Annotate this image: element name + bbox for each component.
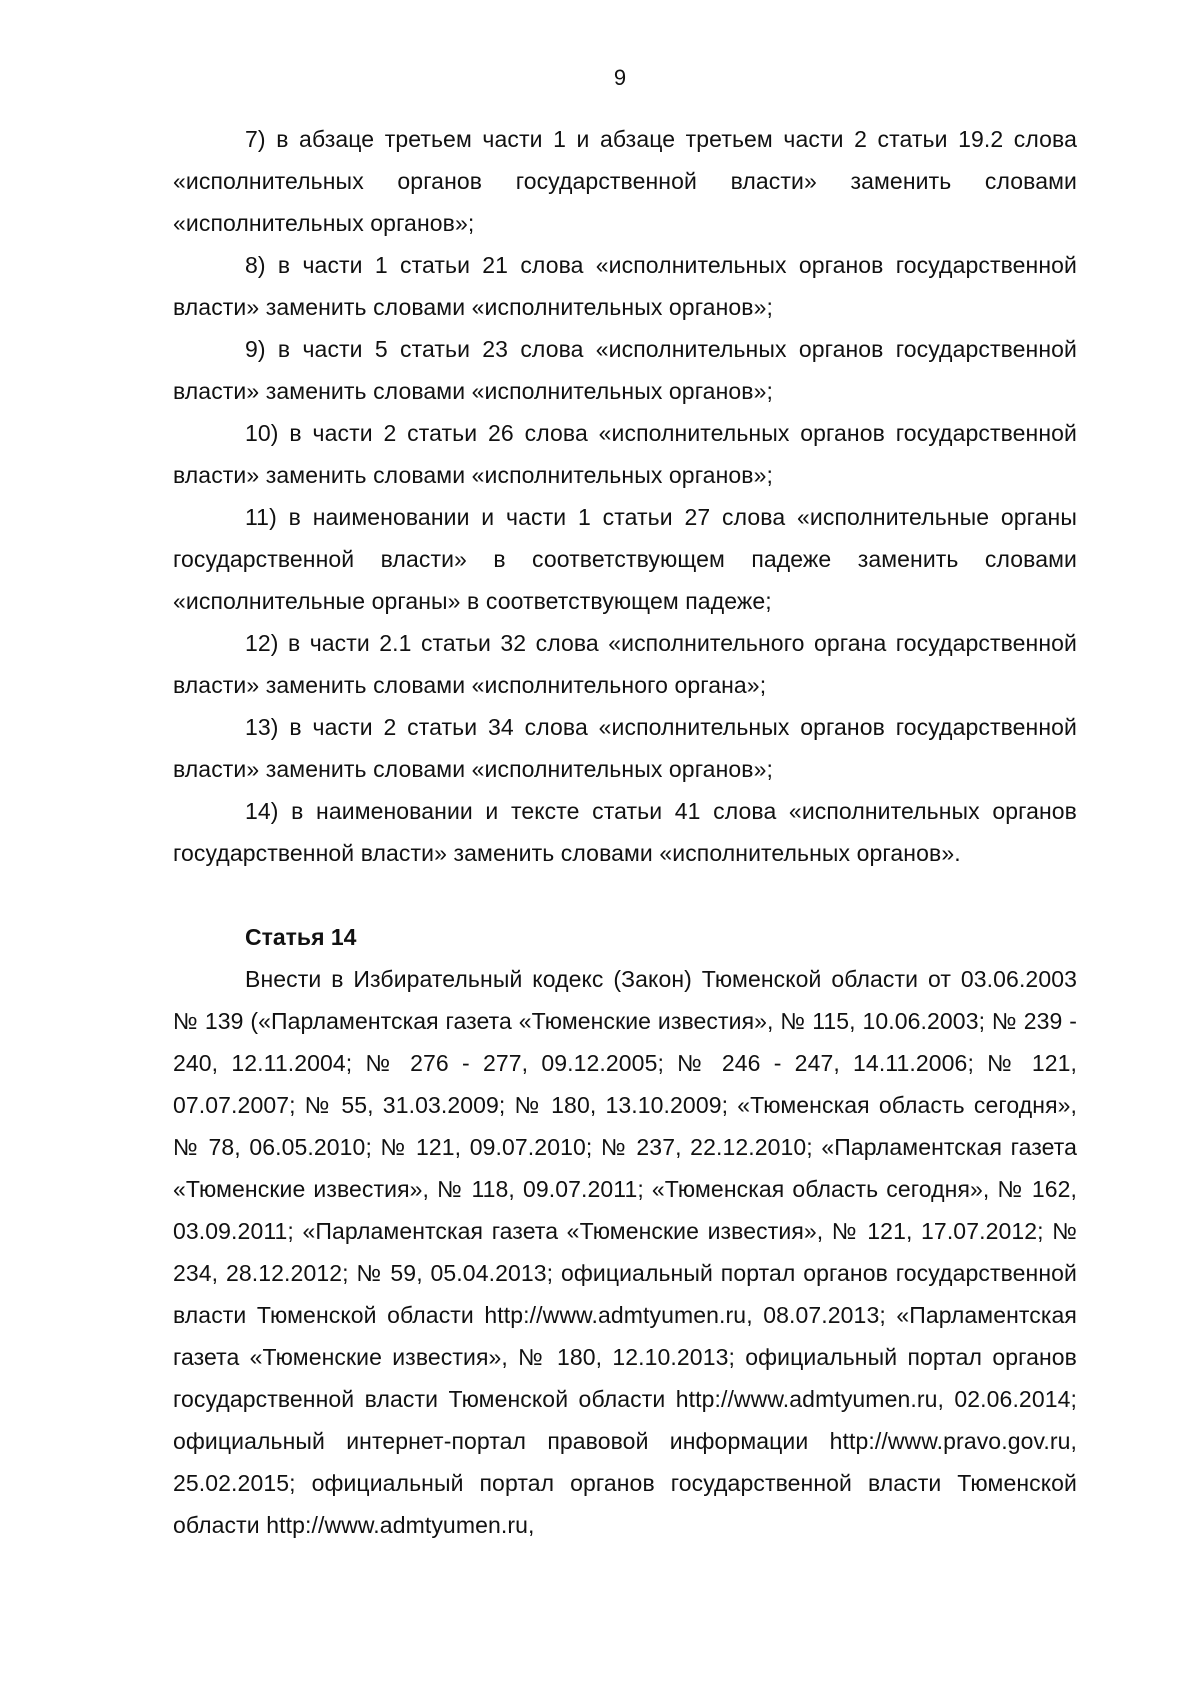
document-body bbox=[173, 118, 1077, 1546]
amendment-item-11: 11) в наименовании и части 1 статьи 27 слова «исполнительные органы государственной власти» в соответствующем падеже заменить словами «исполнительные органы» в соответствующем падеже; bbox=[173, 504, 1077, 614]
amendment-item-10: 10) в части 2 статьи 26 слова «исполнительных органов государственной власти» заменить словами «исполнительных органов»; bbox=[173, 420, 1077, 488]
amendment-item-8: 8) в части 1 статьи 21 слова «исполнительных органов государственной власти» заменить словами «исполнительных органов»; bbox=[173, 252, 1077, 320]
page-number: 9 bbox=[613, 65, 627, 90]
amendment-item-13: 13) в части 2 статьи 34 слова «исполнительных органов государственной власти» заменить словами «исполнительных органов»; bbox=[173, 714, 1077, 782]
article-heading: Статья 14 bbox=[245, 924, 357, 950]
article-text: Внести в Избирательный кодекс (Закон) Тюменской области от 03.06.2003 № 139 («Парламентская газета «Тюменские известия», № 115, 10.06.2003; № 239 - 240, 12.11.2004; № 276 - 277, 09.12.2005; № 246 - 247, 14.11.2006; № 121, 07.07.2007; № 55, 31.03.2009; № 180, 13.10.2009; «Тюменская область сегодня», № 78, 06.05.2010; № 121, 09.07.2010; № 237, 22.12.2010; «Парламентская газета «Тюменские известия», № 118, 09.07.2011; «Тюменская область сегодня», № 162, 03.09.2011; «Парламентская газета «Тюменские известия», № 121, 17.07.2012; № 234, 28.12.2012; № 59, 05.04.2013; официальный портал органов государственной власти Тюменской области http://www.admtyumen.ru, 08.07.2013; «Парламентская газета «Тюменские известия», № 180, 12.10.2013; официальный портал органов государственной власти Тюменской области http://www.admtyumen.ru, 02.06.2014; официальный интернет-портал правовой информации http://www.pravo.gov.ru, 25.02.2015; официальный портал органов государственной власти Тюменской области http://www.admtyumen.ru, bbox=[173, 966, 1077, 1538]
amendment-item-9: 9) в части 5 статьи 23 слова «исполнительных органов государственной власти» заменить словами «исполнительных органов»; bbox=[173, 336, 1077, 404]
amendment-item-14: 14) в наименовании и тексте статьи 41 слова «исполнительных органов государственной власти» заменить словами «исполнительных органов». bbox=[173, 798, 1077, 866]
amendment-item-7: 7) в абзаце третьем части 1 и абзаце третьем части 2 статьи 19.2 слова «исполнительных органов государственной власти» заменить словами «исполнительных органов»; bbox=[173, 126, 1077, 236]
amendment-item-12: 12) в части 2.1 статьи 32 слова «исполнительного органа государственной власти» заменить словами «исполнительного органа»; bbox=[173, 630, 1077, 698]
